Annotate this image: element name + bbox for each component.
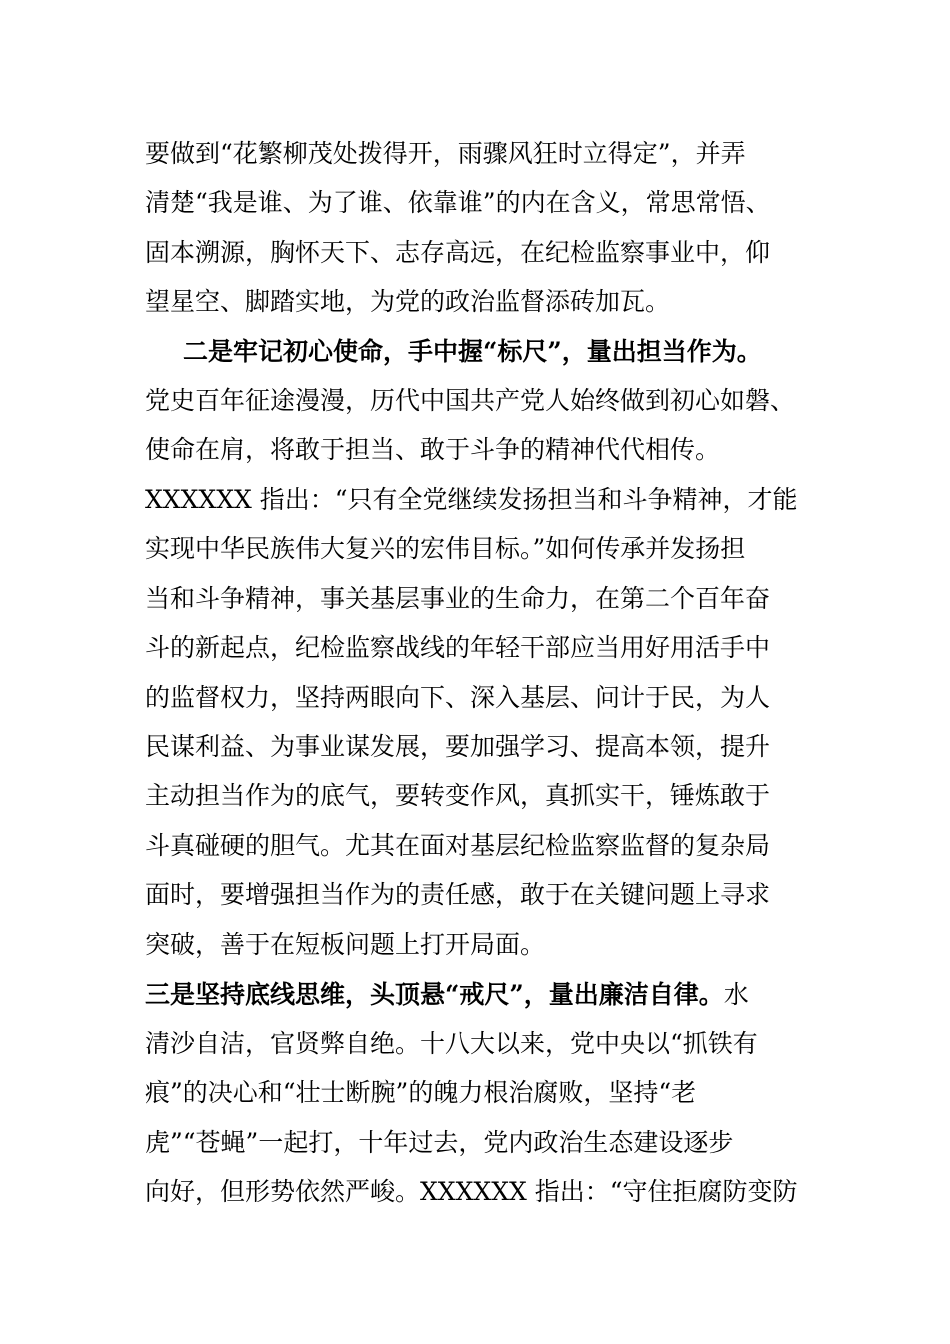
section-heading-two: 二是牢记初心使命，手中握“标尺”，量出担当作为。 xyxy=(183,337,762,366)
section-heading-three-line xyxy=(145,975,815,1015)
paragraph-line: 面时，要增强担当作为的责任感，敢于在关键问题上寻求 xyxy=(145,880,771,909)
paragraph-line: 清沙自洁，官贤弊自绝。十八大以来，党中央以“抓铁有 xyxy=(145,1029,758,1058)
paragraph-line: 主动担当作为的底气，要转变作风，真抓实干，锤炼敢于 xyxy=(145,781,771,810)
paragraph-line: 使命在肩，将敢于担当、敢于斗争的精神代代相传。 xyxy=(145,435,721,464)
paragraph-line: 实现中华民族伟大复兴的宏伟目标。”如何传承并发扬担 xyxy=(145,534,746,563)
paragraph-line: 虎”“苍蝇”一起打，十年过去，党内政治生态建设逐步 xyxy=(145,1128,734,1157)
paragraph-line: 民谋利益、为事业谋发展，要加强学习、提高本领，提升 xyxy=(145,732,771,761)
paragraph-line: 要做到“花繁柳茂处拨得开，雨骤风狂时立得定”，并弄 xyxy=(145,139,746,168)
paragraph-line: 当和斗争精神，事关基层事业的生命力，在第二个百年奋 xyxy=(145,584,771,613)
paragraph-line: 斗真碰硬的胆气。尤其在面对基层纪检监察监督的复杂局 xyxy=(145,831,771,860)
section-heading-three: 三是坚持底线思维，头顶悬“戒尺”，量出廉洁自律。 xyxy=(145,980,724,1009)
paragraph-line: 固本溯源，胸怀天下、志存高远，在纪检监察事业中，仰 xyxy=(145,238,771,267)
paragraph-line: 望星空、脚踏实地，为党的政治监督添砖加瓦。 xyxy=(145,287,671,316)
paragraph-line: XXXXXX 指出：“只有全党继续发扬担当和斗争精神，才能 xyxy=(145,485,798,514)
paragraph-line: 突破，善于在短板问题上打开局面。 xyxy=(145,930,546,959)
paragraph-line: 向好，但形势依然严峻。XXXXXX 指出：“守住拒腐防变防 xyxy=(145,1177,798,1206)
paragraph-line: 党史百年征途漫漫，历代中国共产党人始终做到初心如磐、 xyxy=(145,386,796,415)
paragraph-text: 水 xyxy=(723,980,749,1009)
paragraph-line: 斗的新起点，纪检监察战线的年轻干部应当用好用活手中 xyxy=(145,633,771,662)
paragraph-line: 清楚“我是谁、为了谁、依靠谁”的内在含义，常思常悟、 xyxy=(145,188,771,217)
paragraph-line: 痕”的决心和“壮士断腕”的魄力根治腐败，坚持“老 xyxy=(145,1078,697,1107)
paragraph-line: 的监督权力，坚持两眼向下、深入基层、问计于民，为人 xyxy=(145,683,771,712)
